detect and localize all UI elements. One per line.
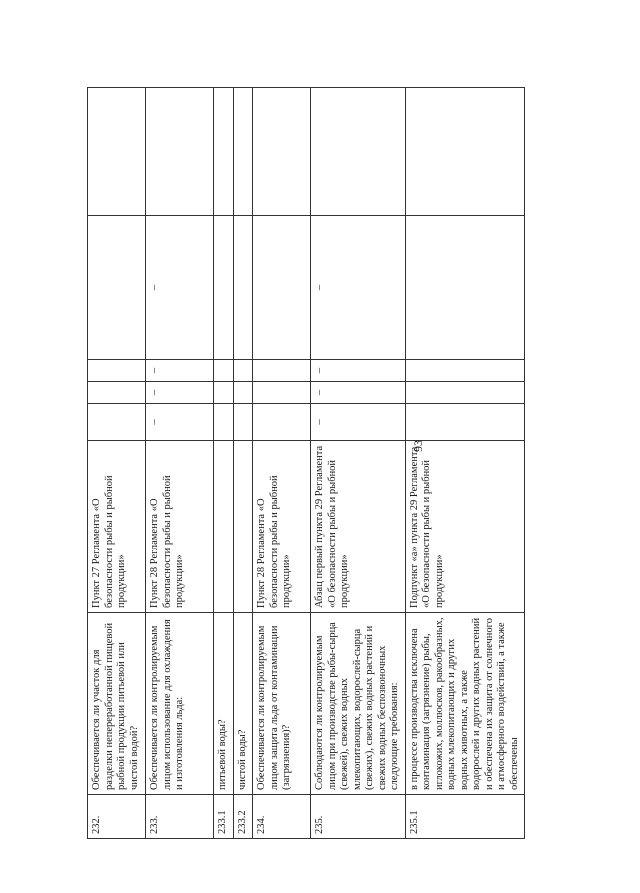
table-row: [146, 88, 214, 839]
item-number: 235.1: [405, 795, 525, 839]
checklist-table-container: [87, 88, 520, 839]
answer-cell-4: [405, 216, 525, 360]
answer-cell-1: –: [146, 404, 214, 441]
answer-cell-4: [253, 216, 311, 360]
item-number: 234.: [253, 795, 311, 839]
regulation-reference: [214, 441, 234, 613]
notes-cell: [405, 88, 525, 216]
answer-cell-1: [233, 404, 253, 441]
answer-cell-2: –: [146, 382, 214, 404]
table-row: [405, 88, 525, 839]
notes-cell: [311, 88, 406, 216]
answer-cell-1: [88, 404, 146, 441]
item-number: 233.1: [214, 795, 234, 839]
answer-cell-3: [253, 360, 311, 382]
page-number: 93: [411, 440, 425, 452]
answer-cell-1: [405, 404, 525, 441]
table-row: [88, 88, 146, 839]
checklist-table: [87, 87, 525, 839]
regulation-reference: [233, 441, 253, 613]
regulation-reference: Пункт 28 Регламента «О безопасности рыбы и рыбной продукции»: [146, 441, 214, 613]
table-row: [311, 88, 406, 839]
notes-cell: [88, 88, 146, 216]
table-row: [253, 88, 311, 839]
notes-cell: [214, 88, 234, 216]
question-text: Соблюдаются ли контролируемым лицом при производстве рыбы-сырца (свежей), свежих водных млекопитающих, водорослей-сырца (свежих), свежих водных растений и свежих водных беспозвоночных следующие требования:: [311, 613, 406, 795]
item-number: 235.: [311, 795, 406, 839]
answer-cell-4: –: [146, 216, 214, 360]
item-number: 233.: [146, 795, 214, 839]
answer-cell-4: [214, 216, 234, 360]
answer-cell-4: [88, 216, 146, 360]
answer-cell-2: [88, 382, 146, 404]
answer-cell-3: [214, 360, 234, 382]
answer-cell-4: –: [311, 216, 406, 360]
answer-cell-1: [214, 404, 234, 441]
question-text: питьевой воды?: [214, 613, 234, 795]
question-text: Обеспечивается ли участок для разделки непереработанной пищевой рыбной продукции питьевой или чистой водой?: [88, 613, 146, 795]
answer-cell-3: [405, 360, 525, 382]
answer-cell-3: [88, 360, 146, 382]
answer-cell-3: –: [311, 360, 406, 382]
answer-cell-1: [253, 404, 311, 441]
answer-cell-2: [214, 382, 234, 404]
regulation-reference: Абзац первый пункта 29 Регламента «О безопасности рыбы и рыбной продукции»: [311, 441, 406, 613]
notes-cell: [233, 88, 253, 216]
answer-cell-2: [253, 382, 311, 404]
answer-cell-3: –: [146, 360, 214, 382]
table-row: [233, 88, 253, 839]
answer-cell-3: [233, 360, 253, 382]
answer-cell-4: [233, 216, 253, 360]
regulation-reference: Подпункт «а» пункта 29 Регламента «О безопасности рыбы и рыбной продукции»: [405, 441, 525, 613]
regulation-reference: Пункт 28 Регламента «О безопасности рыбы и рыбной продукции»: [253, 441, 311, 613]
table-row: [214, 88, 234, 839]
notes-cell: [253, 88, 311, 216]
item-number: 232.: [88, 795, 146, 839]
question-text: чистой воды?: [233, 613, 253, 795]
regulation-reference: Пункт 27 Регламента «О безопасности рыбы и рыбной продукции»: [88, 441, 146, 613]
notes-cell: [146, 88, 214, 216]
answer-cell-1: –: [311, 404, 406, 441]
question-text: Обеспечивается ли контролируемым лицом защита льда от контаминации (загрязнения)?: [253, 613, 311, 795]
answer-cell-2: –: [311, 382, 406, 404]
item-number: 233.2: [233, 795, 253, 839]
question-text: Обеспечивается ли контролируемым лицом использование для охлаждения и изготовления льда:: [146, 613, 214, 795]
answer-cell-2: [233, 382, 253, 404]
answer-cell-2: [405, 382, 525, 404]
question-text: в процессе производства исключена контаминация (загрязнение) рыбы, иглокожих, моллюсков, ракообразных, водных млекопитающих и других водных животных, а также водорослей и других водных растений и обеспечена их защита от солнечного и атмосферного воздействий, а также обеспечены: [405, 613, 525, 795]
rotated-table-frame: [87, 88, 520, 839]
